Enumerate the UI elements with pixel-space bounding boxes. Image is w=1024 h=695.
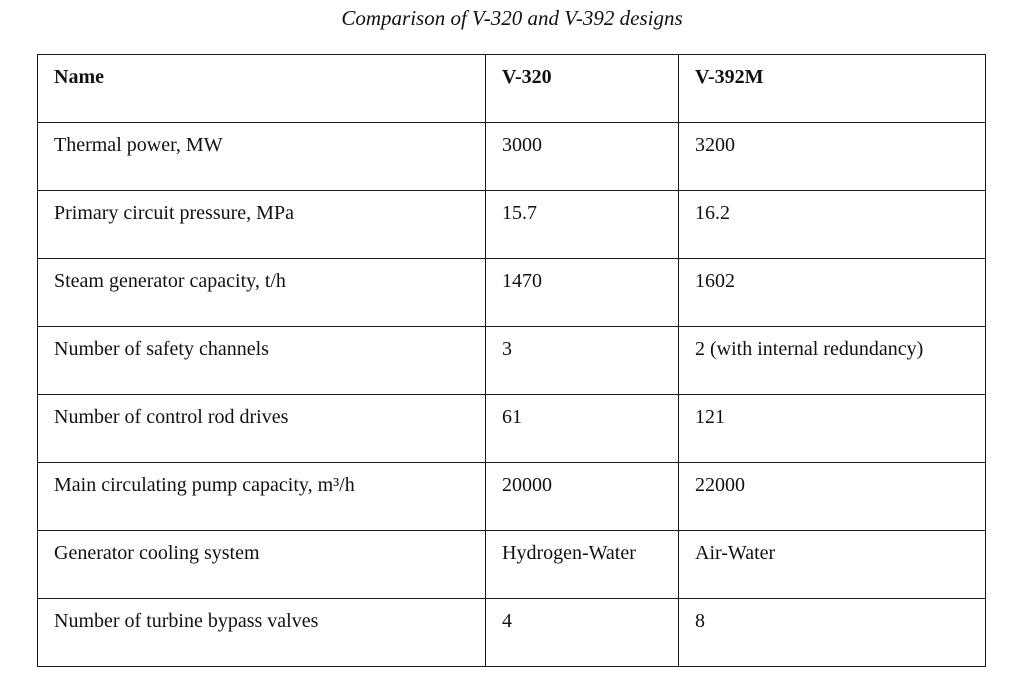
row-label: Main circulating pump capacity, m³/h bbox=[38, 463, 486, 531]
table-row bbox=[38, 327, 986, 395]
v320-value: 1470 bbox=[486, 259, 679, 327]
table-row bbox=[38, 259, 986, 327]
v392m-value: Air-Water bbox=[679, 531, 986, 599]
v320-value: 3000 bbox=[486, 123, 679, 191]
v320-value: 4 bbox=[486, 599, 679, 667]
row-label: Number of control rod drives bbox=[38, 395, 486, 463]
v392m-value: 22000 bbox=[679, 463, 986, 531]
table-row bbox=[38, 191, 986, 259]
v320-value: 15.7 bbox=[486, 191, 679, 259]
table-row bbox=[38, 463, 986, 531]
v320-value: 3 bbox=[486, 327, 679, 395]
comparison-table bbox=[37, 54, 986, 667]
row-label: Thermal power, MW bbox=[38, 123, 486, 191]
row-label: Steam generator capacity, t/h bbox=[38, 259, 486, 327]
row-label: Number of safety channels bbox=[38, 327, 486, 395]
row-label: Number of turbine bypass valves bbox=[38, 599, 486, 667]
header-v320: V-320 bbox=[486, 55, 679, 123]
table-caption: Comparison of V-320 and V-392 designs bbox=[341, 6, 683, 30]
v392m-value: 8 bbox=[679, 599, 986, 667]
header-name: Name bbox=[38, 55, 486, 123]
v320-value: 61 bbox=[486, 395, 679, 463]
v392m-value: 2 (with internal redundancy) bbox=[679, 327, 986, 395]
v392m-value: 3200 bbox=[679, 123, 986, 191]
v392m-value: 16.2 bbox=[679, 191, 986, 259]
table-row bbox=[38, 599, 986, 667]
v392m-value: 1602 bbox=[679, 259, 986, 327]
table-row bbox=[38, 531, 986, 599]
v320-value: Hydrogen-Water bbox=[486, 531, 679, 599]
table-row bbox=[38, 395, 986, 463]
table-header-row bbox=[38, 55, 986, 123]
v392m-value: 121 bbox=[679, 395, 986, 463]
row-label: Generator cooling system bbox=[38, 531, 486, 599]
table-row bbox=[38, 123, 986, 191]
v320-value: 20000 bbox=[486, 463, 679, 531]
header-v392m: V-392M bbox=[679, 55, 986, 123]
row-label: Primary circuit pressure, MPa bbox=[38, 191, 486, 259]
